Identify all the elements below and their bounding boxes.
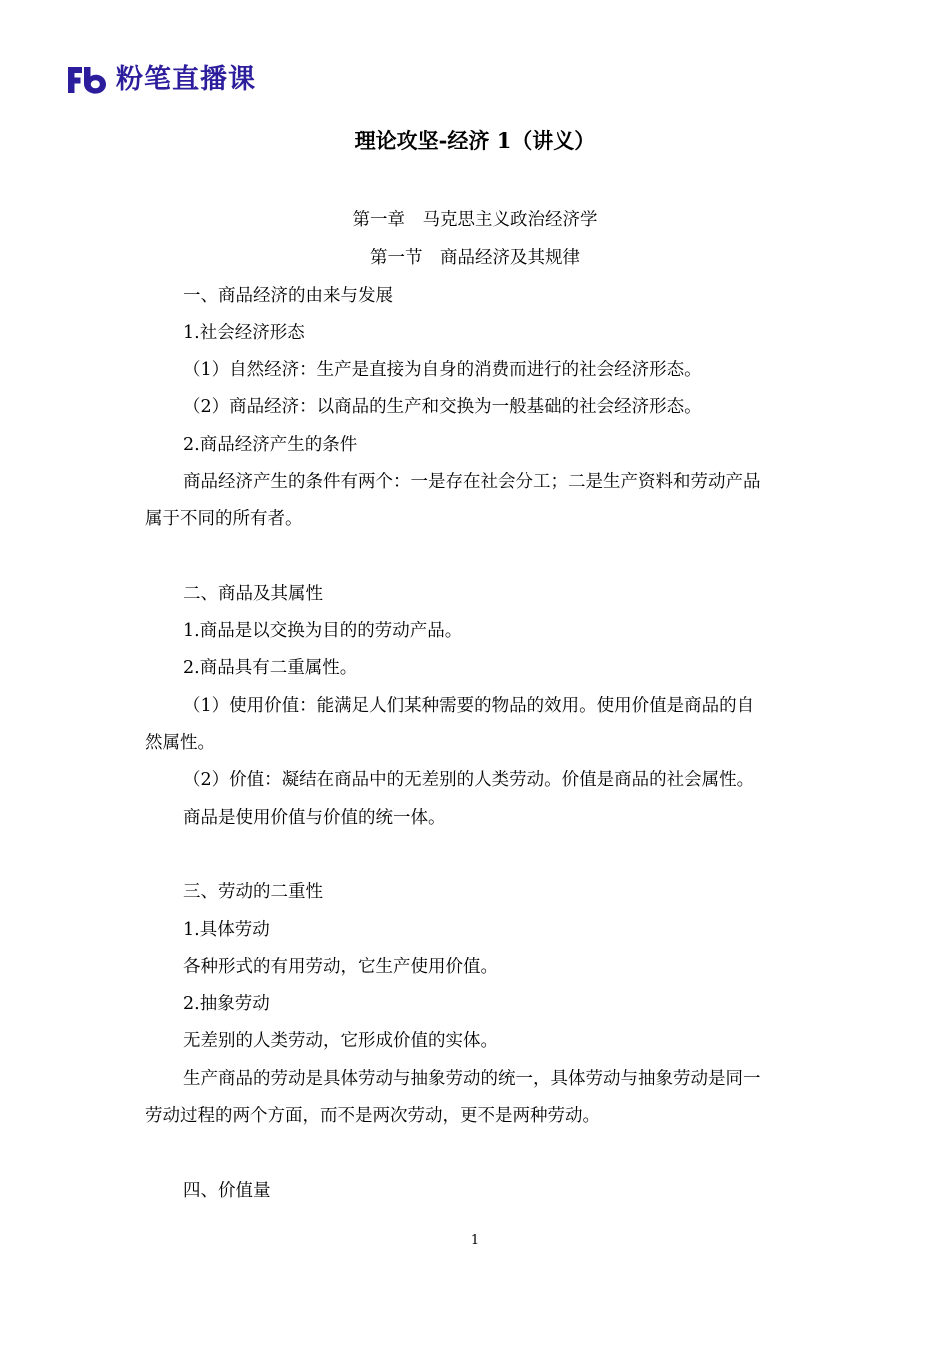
part1-item2-text-line2: 属于不同的所有者。: [145, 509, 303, 529]
part3-summary-line1: 生产商品的劳动是具体劳动与抽象劳动的统一，具体劳动与抽象劳动是同一: [183, 1069, 761, 1089]
part2-item1: 1.商品是以交换为目的的劳动产品。: [183, 621, 463, 641]
fb-logo-icon: [66, 65, 108, 95]
part3-summary-line2: 劳动过程的两个方面，而不是两次劳动，更不是两种劳动。: [145, 1106, 600, 1126]
part1-item1-a: （1）自然经济：生产是直接为自身的消费而进行的社会经济形态。: [183, 360, 702, 380]
part3-item2-text: 无差别的人类劳动，它形成价值的实体。: [183, 1031, 498, 1051]
part2-summary: 商品是使用价值与价值的统一体。: [183, 808, 446, 828]
section-heading: 第一节 商品经济及其规律: [370, 248, 580, 268]
part1-item2: 2.商品经济产生的条件: [183, 435, 358, 455]
chapter-heading: 第一章 马克思主义政治经济学: [352, 210, 598, 230]
part3-item1: 1.具体劳动: [183, 920, 270, 940]
part1-item2-text-line1: 商品经济产生的条件有两个：一是存在社会分工；二是生产资料和劳动产品: [183, 472, 761, 492]
part3-item2: 2.抽象劳动: [183, 994, 270, 1014]
part2-item2-a-line2: 然属性。: [145, 733, 215, 753]
part1-heading: 一、商品经济的由来与发展: [183, 286, 393, 306]
part4-heading: 四、价值量: [183, 1181, 271, 1201]
document-title: 理论攻坚-经济 1（讲义）: [354, 128, 596, 153]
page-number: 1: [470, 1233, 480, 1248]
part1-item1-b: （2）商品经济：以商品的生产和交换为一般基础的社会经济形态。: [183, 397, 702, 417]
part2-heading: 二、商品及其属性: [183, 584, 323, 604]
part1-item1: 1.社会经济形态: [183, 323, 305, 343]
brand-logo: [66, 62, 256, 98]
part2-item2: 2.商品具有二重属性。: [183, 658, 358, 678]
part3-item1-text: 各种形式的有用劳动，它生产使用价值。: [183, 957, 498, 977]
part2-item2-b: （2）价值：凝结在商品中的无差别的人类劳动。价值是商品的社会属性。: [183, 770, 755, 790]
part3-heading: 三、劳动的二重性: [183, 882, 323, 902]
logo-text: 粉笔直播课: [116, 64, 256, 95]
part2-item2-a-line1: （1）使用价值：能满足人们某种需要的物品的效用。使用价值是商品的自: [183, 696, 755, 716]
